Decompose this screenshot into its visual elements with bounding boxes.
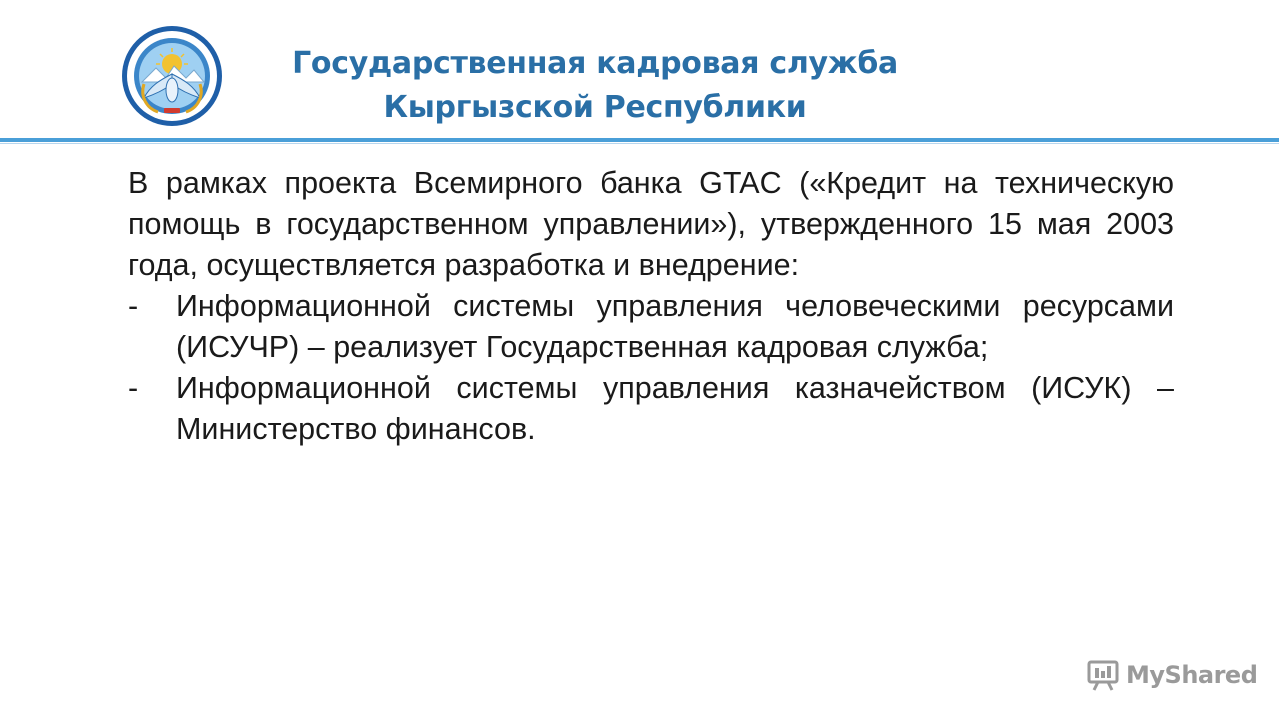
- title-line-2: Кыргызской Республики: [383, 90, 807, 125]
- list-item: [128, 368, 1174, 450]
- list-item-text: Информационной системы управления казначейством (ИСУК) – Министерство финансов.: [176, 371, 1174, 446]
- body-text: [128, 163, 1174, 450]
- header-divider-thin: [0, 143, 1279, 144]
- list-dash: -: [128, 371, 139, 405]
- list-item: [128, 286, 1174, 368]
- kyrgyz-emblem-icon: [120, 24, 224, 128]
- list-item-text: Информационной системы управления человеческими ресурсами (ИСУЧР) – реализует Государственная кадровая служба;: [176, 289, 1174, 364]
- myshared-watermark: [1086, 655, 1257, 695]
- list-dash: -: [128, 289, 139, 323]
- page-title: [230, 42, 960, 130]
- presentation-icon: [1086, 658, 1120, 692]
- watermark-text: MyShared: [1126, 661, 1258, 689]
- intro-paragraph: В рамках проекта Всемирного банка GTAC («Кредит на техническую помощь в государственном управлении»), утвержденного 15 мая 2003 года, осуществляется разработка и внедрение:: [128, 166, 1174, 282]
- title-line-1: Государственная кадровая служба: [292, 46, 898, 81]
- systems-list: [128, 286, 1174, 450]
- header-divider: [0, 138, 1279, 142]
